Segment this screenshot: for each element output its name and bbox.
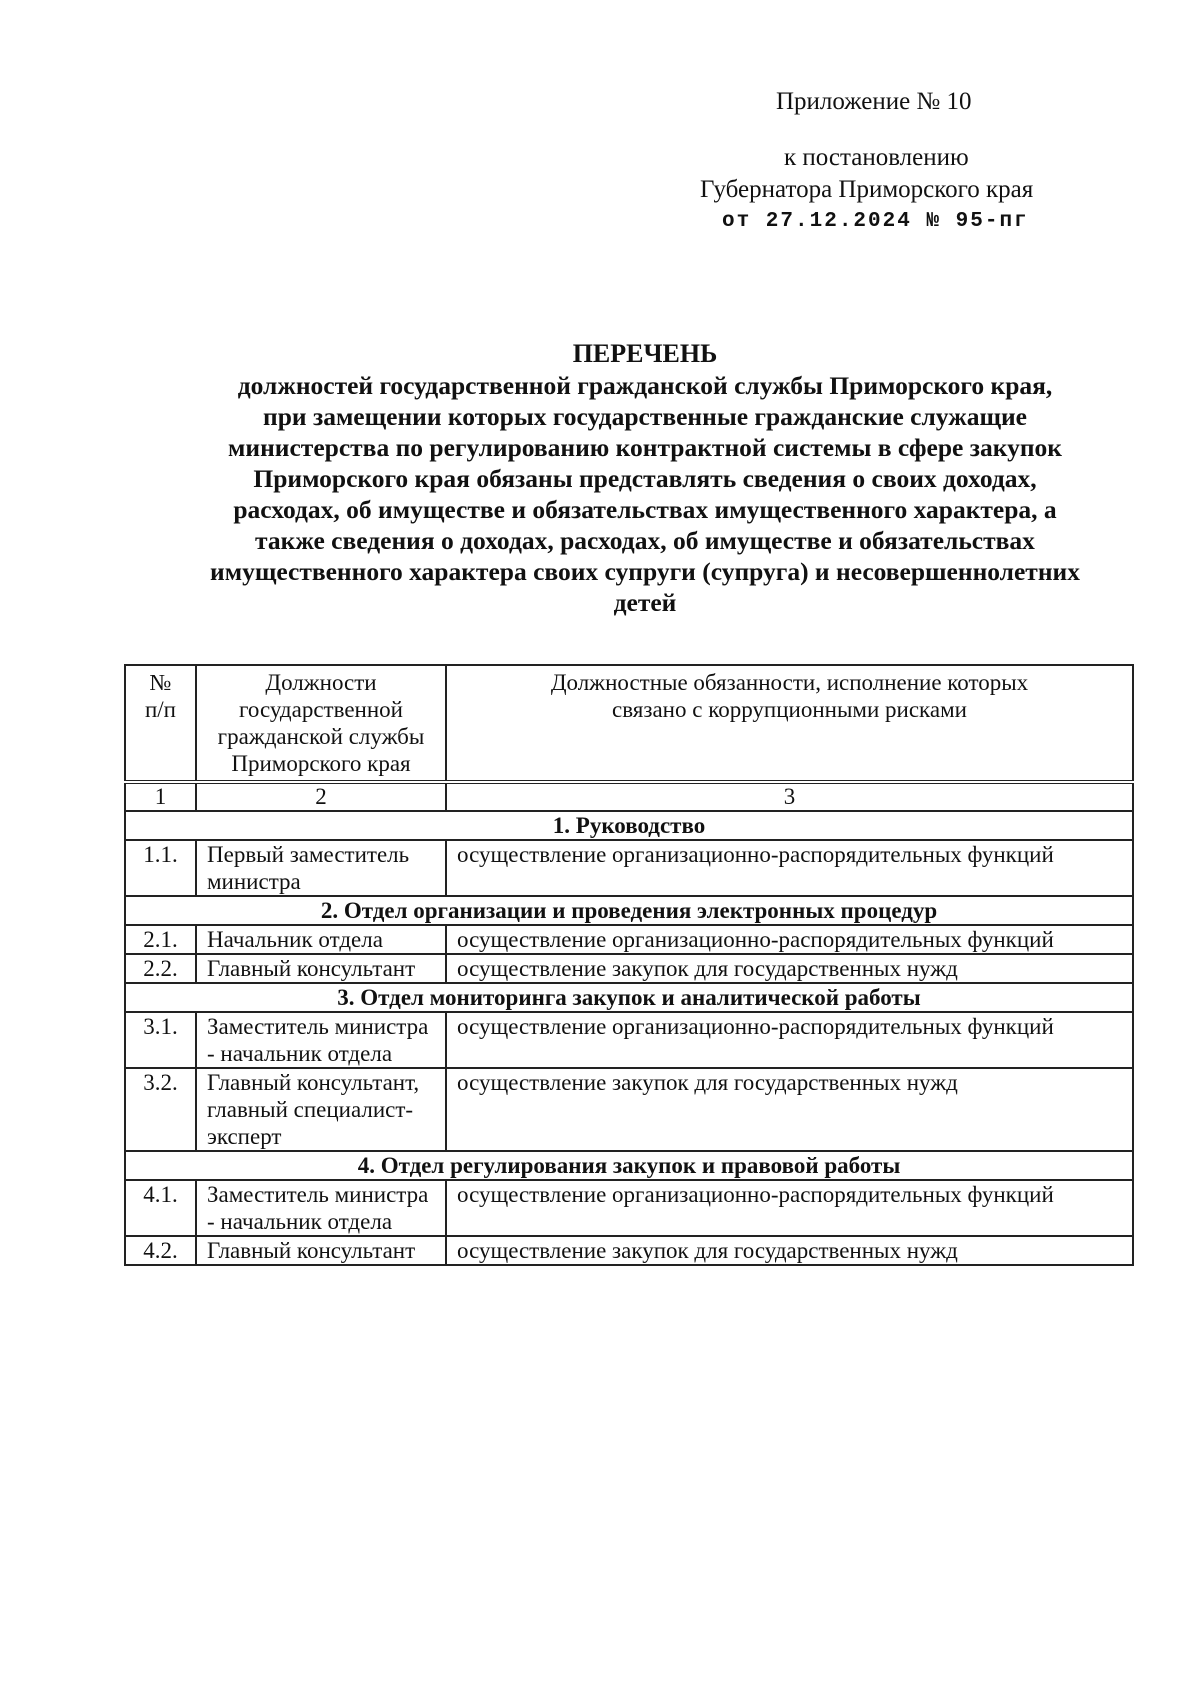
row-duties: осуществление закупок для государственных нужд bbox=[446, 1068, 1133, 1151]
row-position: Первый заместитель министра bbox=[196, 840, 446, 896]
column-number: 1 bbox=[125, 782, 196, 811]
governor-reference: Губернатора Приморского края bbox=[700, 176, 1034, 203]
table-header-row bbox=[125, 665, 1133, 782]
section-row bbox=[125, 811, 1133, 840]
resolution-reference: к постановлению bbox=[784, 144, 969, 171]
row-position: Заместитель министра - начальник отдела bbox=[196, 1012, 446, 1068]
table-row bbox=[125, 1068, 1133, 1151]
title-heading: ПЕРЕЧЕНЬ bbox=[572, 339, 718, 368]
header-duties-text: Должностные обязанности, исполнение которых связано с коррупционными рисками bbox=[550, 670, 1029, 722]
title-line: при замещении которых государственные гражданские служащие bbox=[263, 402, 1027, 431]
positions-table bbox=[124, 664, 1134, 1266]
column-number: 2 bbox=[196, 782, 446, 811]
section-title: 2. Отдел организации и проведения электронных процедур bbox=[125, 896, 1133, 925]
row-position: Главный консультант, главный специалист-эксперт bbox=[196, 1068, 446, 1151]
row-number: 4.2. bbox=[125, 1236, 196, 1265]
header-position: Должности государственной гражданской службы Приморского края bbox=[196, 665, 446, 782]
appendix-header bbox=[700, 86, 1120, 238]
title-line: Приморского края обязаны представлять сведения о своих доходах, bbox=[253, 464, 1037, 493]
section-title: 3. Отдел мониторинга закупок и аналитической работы bbox=[125, 983, 1133, 1012]
row-duties: осуществление закупок для государственных нужд bbox=[446, 1236, 1133, 1265]
title-line: имущественного характера своих супруги (супруга) и несовершеннолетних bbox=[210, 557, 1080, 586]
title-line: должностей государственной гражданской службы Приморского края, bbox=[237, 371, 1053, 400]
table-row bbox=[125, 1012, 1133, 1068]
section-row bbox=[125, 896, 1133, 925]
row-duties: осуществление организационно-распорядительных функций bbox=[446, 1012, 1133, 1068]
title-line: детей bbox=[613, 588, 677, 617]
header-number-label: п/п bbox=[144, 697, 176, 722]
row-position: Заместитель министра - начальник отдела bbox=[196, 1180, 446, 1236]
row-number: 2.1. bbox=[125, 925, 196, 954]
resolution-date-number: от 27.12.2024 № 95-пг bbox=[722, 210, 1029, 233]
row-duties: осуществление организационно-распорядительных функций bbox=[446, 840, 1133, 896]
table-row bbox=[125, 954, 1133, 983]
table-row bbox=[125, 1180, 1133, 1236]
column-number-row bbox=[125, 782, 1133, 811]
row-duties: осуществление закупок для государственных нужд bbox=[446, 954, 1133, 983]
header-duties bbox=[446, 665, 1133, 782]
section-row bbox=[125, 983, 1133, 1012]
title-line: также сведения о доходах, расходах, об имуществе и обязательствах bbox=[255, 526, 1035, 555]
section-title: 4. Отдел регулирования закупок и правовой работы bbox=[125, 1151, 1133, 1180]
section-row bbox=[125, 1151, 1133, 1180]
column-number: 3 bbox=[446, 782, 1133, 811]
row-position: Начальник отдела bbox=[196, 925, 446, 954]
row-number: 4.1. bbox=[125, 1180, 196, 1236]
row-duties: осуществление организационно-распорядительных функций bbox=[446, 925, 1133, 954]
row-number: 1.1. bbox=[125, 840, 196, 896]
row-duties: осуществление организационно-распорядительных функций bbox=[446, 1180, 1133, 1236]
table-row bbox=[125, 925, 1133, 954]
row-position: Главный консультант bbox=[196, 1236, 446, 1265]
header-number bbox=[125, 665, 196, 782]
appendix-number: Приложение № 10 bbox=[776, 88, 972, 115]
section-title: 1. Руководство bbox=[125, 811, 1133, 840]
row-number: 2.2. bbox=[125, 954, 196, 983]
table-row bbox=[125, 840, 1133, 896]
table-row bbox=[125, 1236, 1133, 1265]
header-number-symbol: № bbox=[149, 670, 172, 695]
row-number: 3.1. bbox=[125, 1012, 196, 1068]
row-position: Главный консультант bbox=[196, 954, 446, 983]
title-line: расходах, об имуществе и обязательствах имущественного характера, а bbox=[233, 495, 1057, 524]
row-number: 3.2. bbox=[125, 1068, 196, 1151]
title-line: министерства по регулированию контрактной системы в сфере закупок bbox=[228, 433, 1062, 462]
document-title bbox=[120, 338, 1170, 618]
